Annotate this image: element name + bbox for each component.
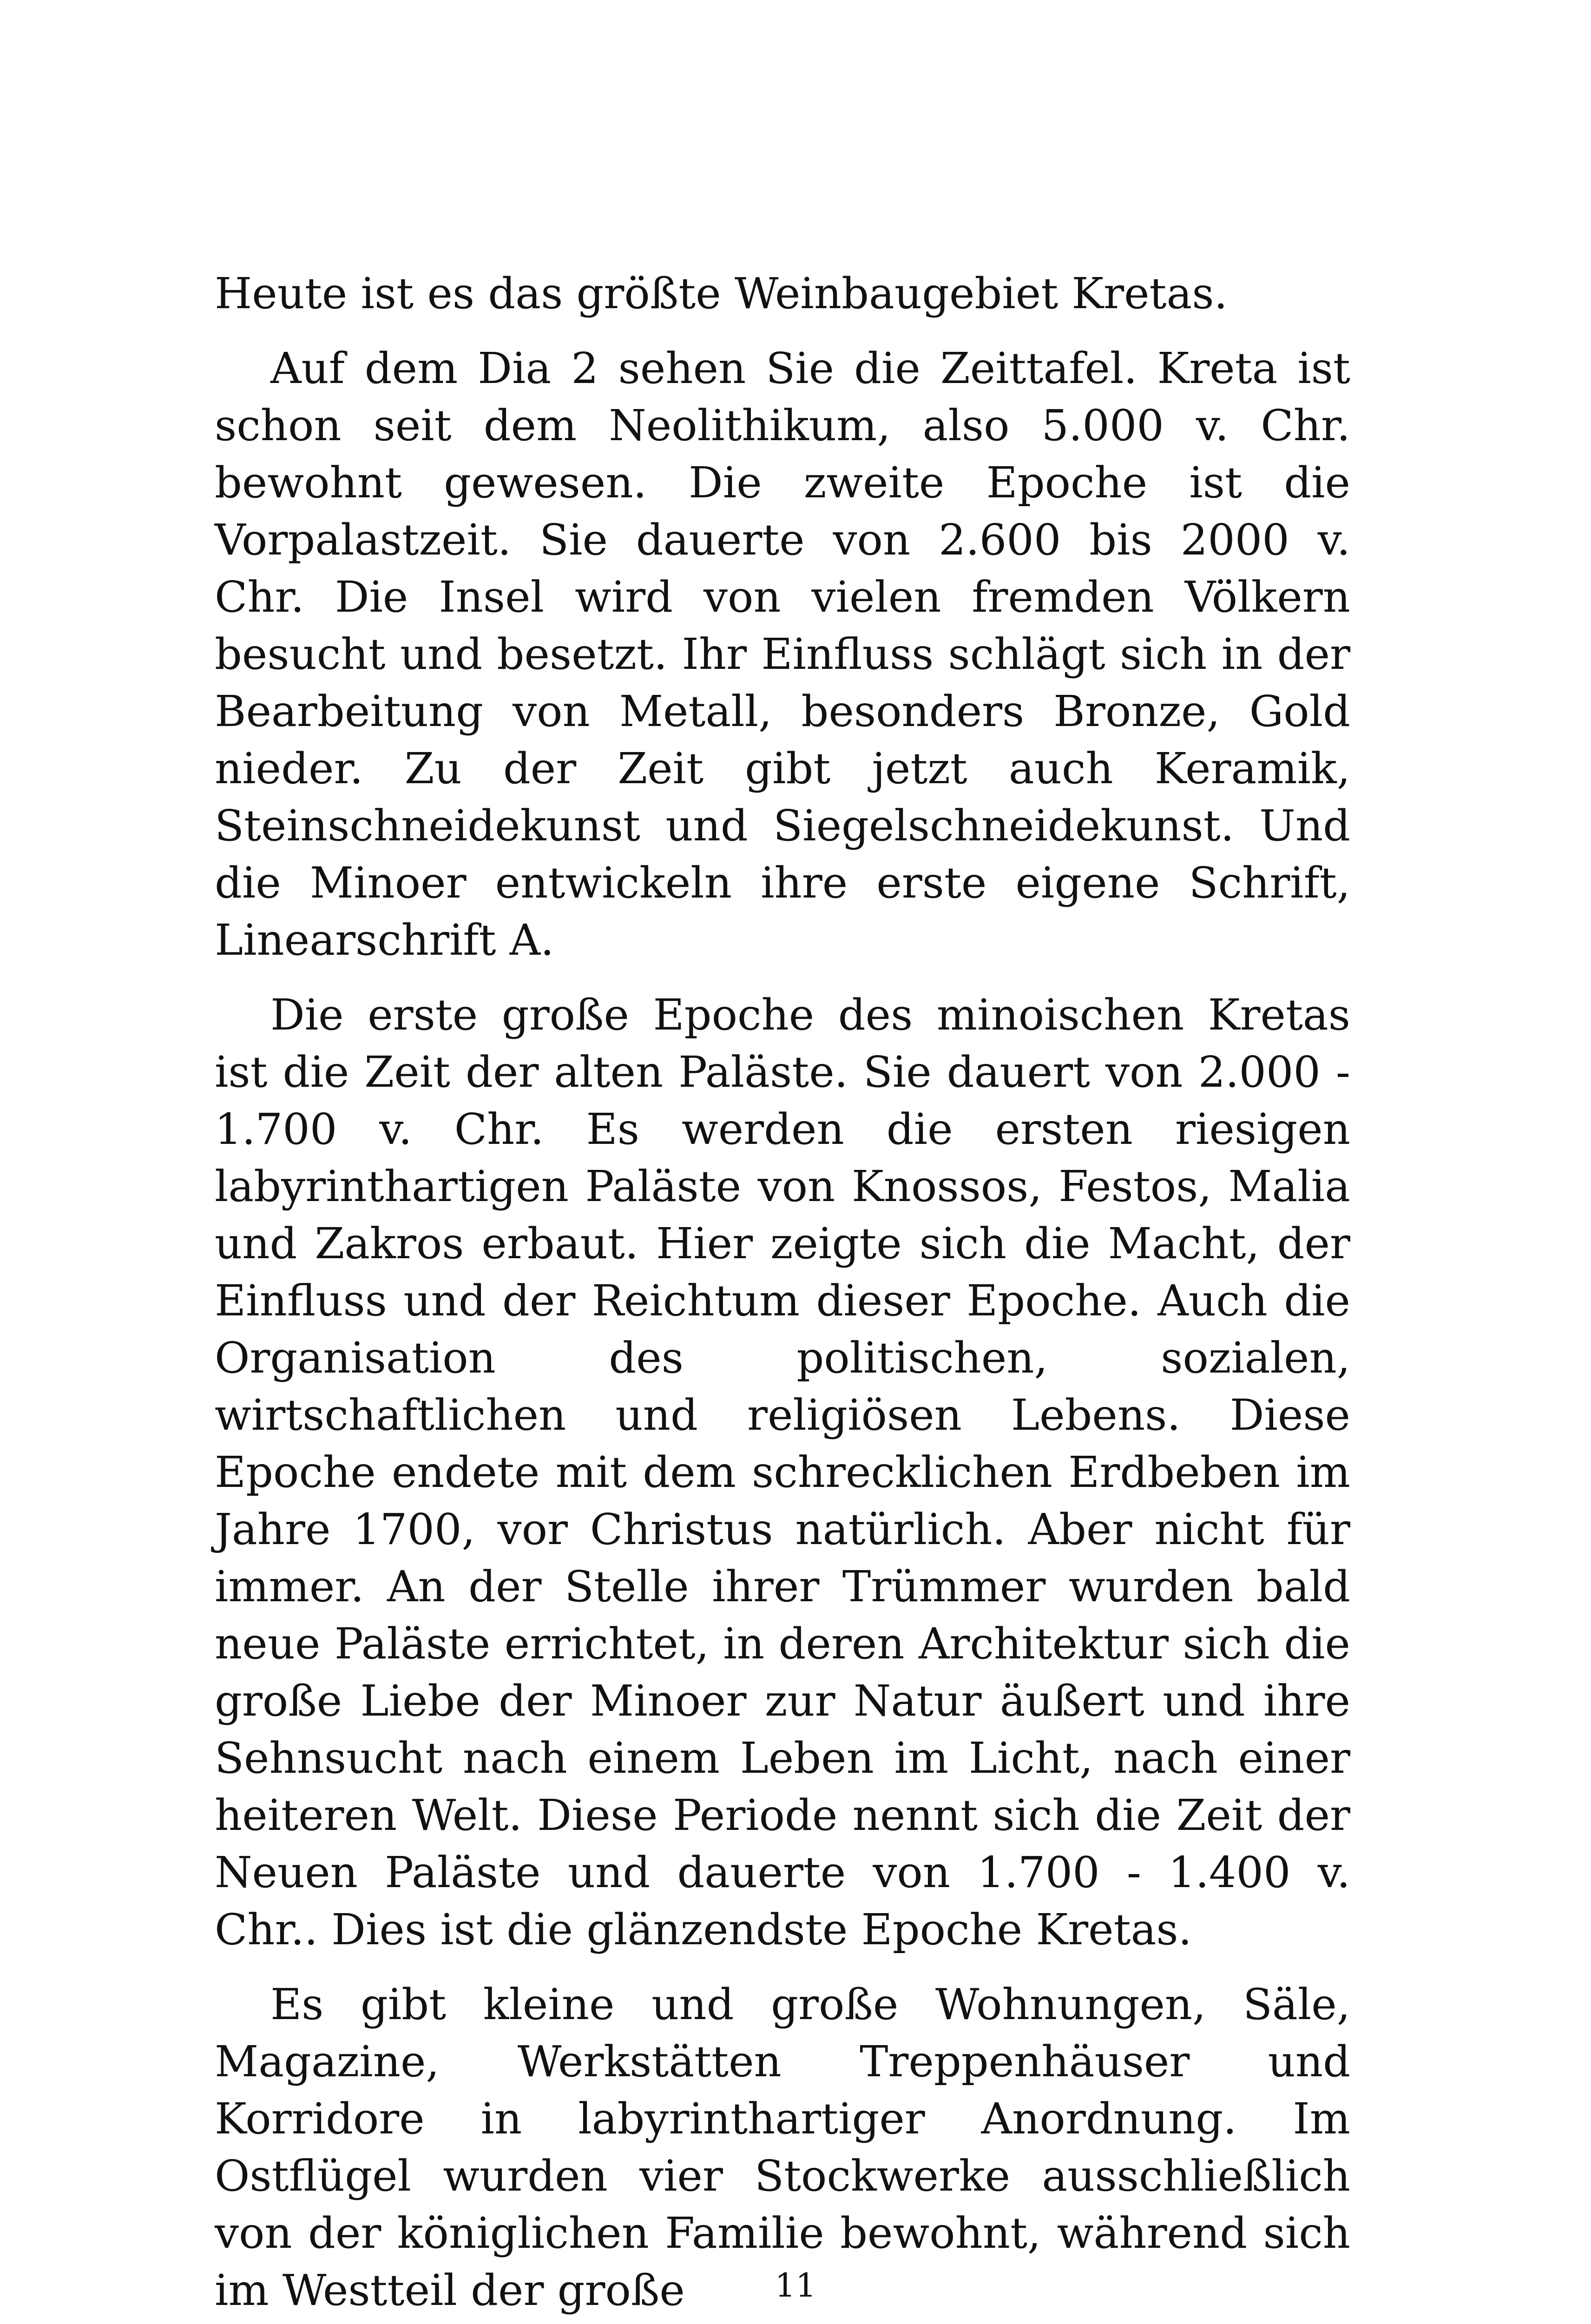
paragraph-4: Es gibt kleine und große Wohnungen, Säle, Magazine, Werkstätten Treppenhäuser und Korridore in labyrinthartiger Anordnung. Im Ostflügel wurden vier Stockwerke ausschließlich von der königlichen Familie bewohnt, während sich im Westteil der große [215, 1980, 1350, 2315]
paragraph-3: Die erste große Epoche des minoischen Kretas ist die Zeit der alten Paläste. Sie dauert von 2.000 - 1.700 v. Chr. Es werden die ersten riesigen labyrinthartigen Paläste von Knossos, Festos, Malia und Zakros erbaut. Hier zeigte sich die Macht, der Einfluss und der Reichtum dieser Epoche. Auch die Organisation des politischen, sozialen, wirtschaftlichen und religiösen Lebens. Diese Epoche endete mit dem schrecklichen Erdbeben im Jahre 1700, vor Christus natürlich. Aber nicht für immer. An der Stelle ihrer Trümmer wurden bald neue Paläste errichtet, in deren Architektur sich die große Liebe der Minoer zur Natur äußert und ihre Sehnsucht nach einem Leben im Licht, nach einer heiteren Welt. Diese Periode nennt sich die Zeit der Neuen Paläste und dauerte von 1.700 - 1.400 v. Chr.. Dies ist die glänzendste Epoche Kretas. [215, 990, 1350, 1954]
body-text [215, 265, 1350, 2324]
paragraph-1: Heute ist es das größte Weinbaugebiet Kretas. [215, 269, 1228, 318]
page-number: 11 [775, 2266, 816, 2304]
paragraph-2: Auf dem Dia 2 sehen Sie die Zeittafel. Kreta ist schon seit dem Neolithikum, also 5.000 v. Chr. bewohnt gewesen. Die zweite Epoche ist die Vorpalastzeit. Sie dauerte von 2.600 bis 2000 v. Chr. Die Insel wird von vielen fremden Völkern besucht und besetzt. Ihr Einfluss schlägt sich in der Bearbeitung von Metall, besonders Bronze, Gold nieder. Zu der Zeit gibt jetzt auch Keramik, Steinschneidekunst und Siegelschneidekunst. Und die Minoer entwickeln ihre erste eigene Schrift, Linearschrift A. [215, 343, 1350, 965]
